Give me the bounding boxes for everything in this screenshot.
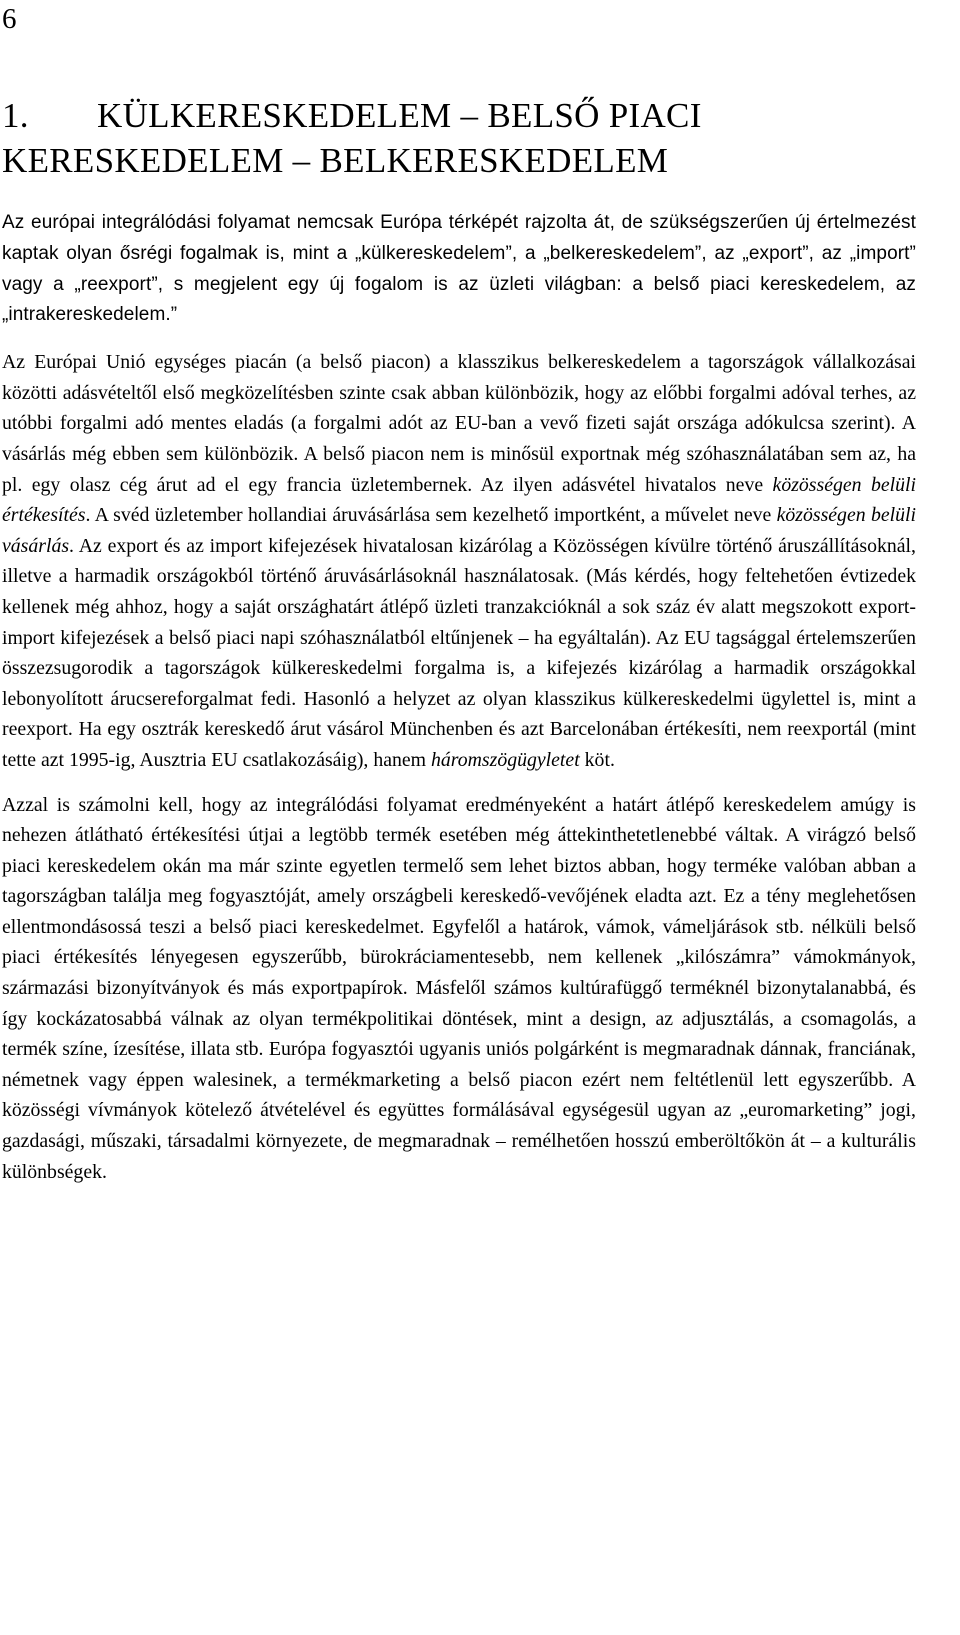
chapter-title-line1: KÜLKERESKEDELEM – BELSŐ PIACI (97, 96, 702, 135)
italic-term: közösségen belüli vásárlás (2, 504, 916, 557)
lead-paragraph: Az európai integrálódási folyamat nemcsak Európa térképét rajzolta át, de szükségszerűen új értelmezést kaptak olyan ősrégi fogalmak is, mint a „külkereskedelem”, a „belkereskedelem”, az „export”, az „import” vagy a „reexport”, s megjelent egy új fogalom is az üzleti világban: a belső piaci kereskedelem, az „intrakereskedelem.” (2, 212, 916, 326)
italic-term: háromszögügyletet (431, 748, 580, 771)
paragraph-text: . Az export és az import kifejezések hivatalosan kizárólag a Közösségen kívülre történő áruszállításoknál, illetve a harmadik országokból történő áruvásárlásoknál használatosak. (Más kérdés, hogy feltehetően évtizedek kellenek még ahhoz, hogy a saját országhatárt átlépő üzleti tranzakcióknál a sok száz év alatt megszokott export-import kifejezések a belső piaci napi szóhasználatból eltűnjenek – ha egyáltalán). Az EU tagsággal értelemszerűen összezsugorodik a tagországok külkereskedelmi forgalma is, a kifejezés kizárólag a harmadik országokkal lebonyolított árucsereforgalmat fedi. Hasonló a helyzet az olyan klasszikus külkereskedelmi ügylettel is, mint a reexport. Ha egy osztrák kereskedő árut vásárol Münchenben és azt Barcelonában értékesíti, nem reexportál (mint tette azt 1995-ig, Ausztria EU csatlakozásáig), hanem (2, 534, 916, 771)
chapter-number: 1. (2, 96, 29, 135)
chapter-heading (2, 93, 932, 183)
paragraph-text: . A svéd üzletember hollandiai áruvásárlása sem kezelhető importként, a művelet neve (85, 504, 777, 527)
paragraph-text: Az Európai Unió egységes piacán (a belső piacon) a klasszikus belkereskedelem a tagországok vállalkozásai közötti adásvételtől első megközelítésben szinte csak abban különbözik, hogy az előbbi forgalmi adóval terhes, az utóbbi forgalmi adó mentes eladás (a forgalmi adót az EU-ban a vevő fizeti saját országa adókulcsa szerint). A vásárlás még ebben sem különbözik. A belső piacon nem is minősül exportnak még szóhasználatában sem az, ha pl. egy olasz cég árut ad el egy francia üzletembernek. Az ilyen adásvétel hivatalos neve (2, 351, 916, 496)
body-text (2, 208, 916, 1201)
paragraph-text: köt. (579, 748, 615, 771)
chapter-title-line2: KERESKEDELEM – BELKERESKEDELEM (2, 141, 669, 180)
paragraph-integration: Azzal is számolni kell, hogy az integrálódási folyamat eredményeként a határt átlépő kereskedelem amúgy is nehezen átlátható értékesítési útjai a legtöbb termék esetében még áttekinthetetlenebbé váltak. A virágzó belső piaci kereskedelem okán ma már szinte egyetlen termelő sem lehet biztos abban, hogy terméke valóban abban a tagországban találja meg fogyasztóját, amely országbeli kereskedő-vevőjének eladta azt. Ez a tény meglehetősen ellentmondásossá teszi a belső piaci kereskedelmet. Egyfelől a határok, vámok, vámeljárások stb. nélküli belső piaci értékesítés lényegesen egyszerűbb, bürokráciamentesebb, nem kellenek „kilószámra” vámokmányok, származási bizonyítványok és más exportpapírok. Másfelől számos kultúrafüggő terméknél bizonytalanabbá, és így kockázatosabbá válnak az olyan termékpolitikai döntések, mint a design, az adjusztálás, a csomagolás, a termék színe, ízesítése, illata stb. Európa fogyasztói ugyanis uniós polgárként is megmaradnak dánnak, franciának, németnek vagy éppen walesinek, a termékmarketing a belső piacon ezért nem feltétlenül lett egyszerűbb. A közösségi vívmányok kötelező átvételével és együttes formálásával egységesül ugyan az „euromarketing” jogi, gazdasági, műszaki, társadalmi környezete, de megmaradnak – remélhetően hosszú emberöltőkön át – a kulturális különbségek. (2, 793, 916, 1183)
paragraph-single-market (2, 347, 916, 775)
italic-term: közösségen belüli értékesítés (2, 473, 917, 527)
page-number: 6 (2, 3, 17, 35)
